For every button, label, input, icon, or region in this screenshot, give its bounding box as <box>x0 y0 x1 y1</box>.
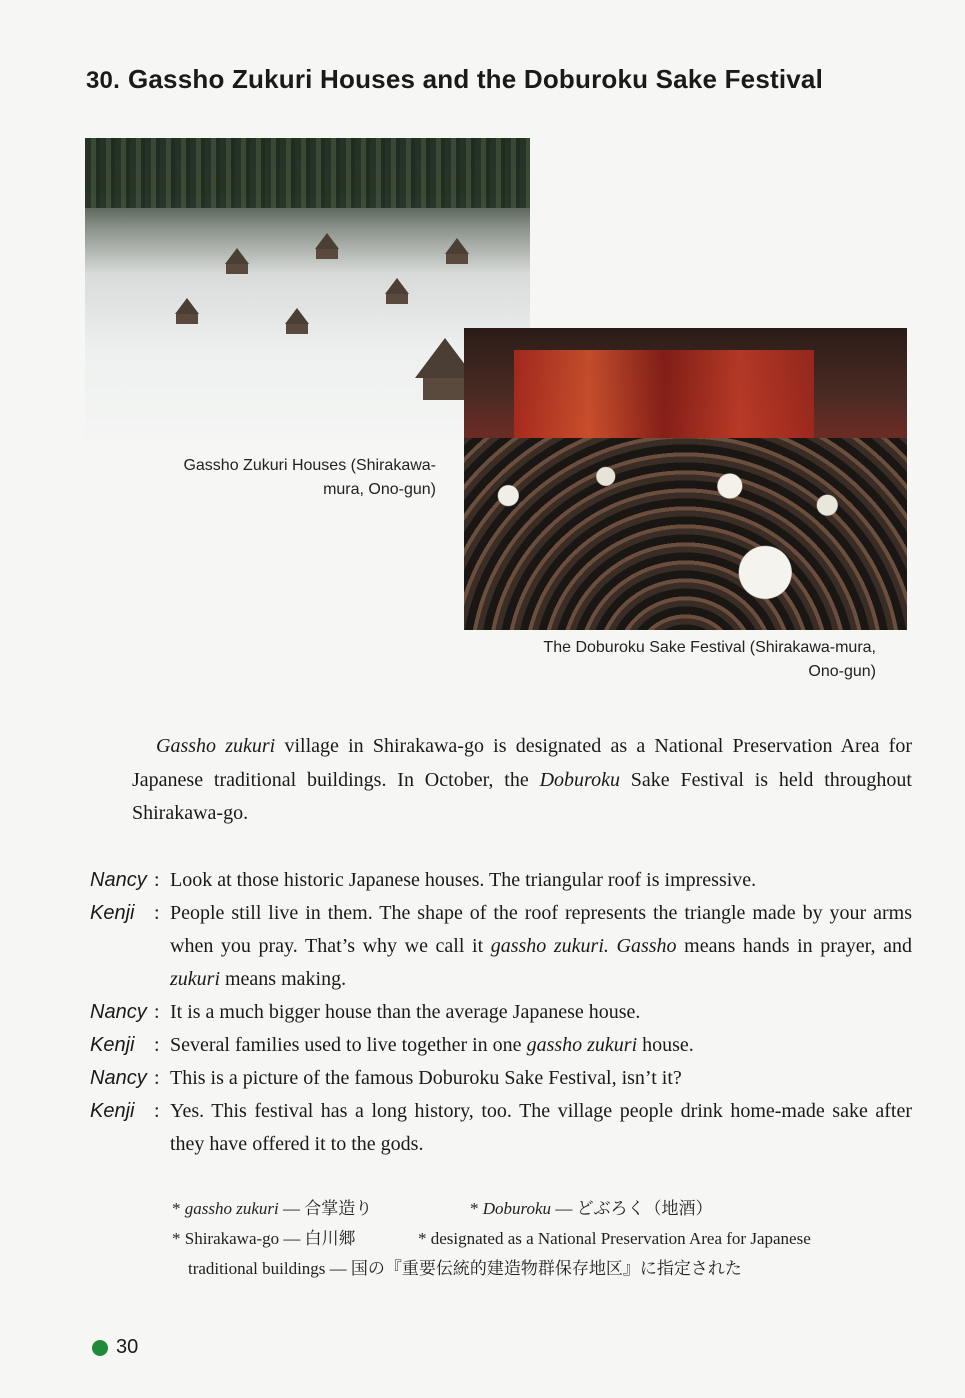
speaker-name: Kenji <box>90 1034 135 1056</box>
speaker-name: Kenji <box>90 1100 135 1122</box>
speaker-name: Nancy <box>90 1067 147 1089</box>
title-text: Gassho Zukuri Houses and the Doburoku Sake Festival <box>127 64 824 94</box>
glossary-item: * Shirakawa-go — 白川郷 <box>172 1229 356 1248</box>
dialogue-line: Nancy : Look at those historic Japanese houses. The triangular roof is impressive. <box>90 864 912 897</box>
photo-caption-festival: The Doburoku Sake Festival (Shirakawa-mura, Ono-gun) <box>543 639 876 680</box>
intro-paragraph: Gassho zukuri village in Shirakawa-go is designated as a National Preservation Area for Japanese traditional buildings. In October, the Doburoku Sake Festival is held throughout Shirakawa-go. <box>132 735 912 824</box>
dialogue-line: Kenji : Several families used to live together in one gassho zukuri house. <box>90 1029 912 1062</box>
speaker-name: Nancy <box>90 1001 147 1023</box>
page-dot-icon <box>92 1340 108 1356</box>
section-number: 30. <box>86 67 120 94</box>
glossary-item: * gassho zukuri — 合掌造り <box>172 1199 373 1218</box>
photo-caption-houses: Gassho Zukuri Houses (Shirakawa- mura, Ono-gun) <box>183 457 436 498</box>
glossary-item: traditional buildings — 国の『重要伝統的建造物群保存地区』に指定された <box>188 1259 742 1278</box>
speaker-name: Kenji <box>90 902 135 924</box>
page-number: 30 <box>92 1336 138 1359</box>
page-title <box>86 64 926 95</box>
glossary-item: * designated as a National Preservation Area for Japanese <box>418 1229 811 1248</box>
dialogue-line: Kenji : People still live in them. The shape of the roof represents the triangle made by your arms when you pray. That’s why we call it gassho zukuri. Gassho means hands in prayer, and zukuri means making. <box>90 897 912 996</box>
glossary-item: * Doburoku — どぶろく（地酒） <box>470 1199 713 1218</box>
dialogue-line: Kenji : Yes. This festival has a long history, too. The village people drink home-made sake after they have offered it to the gods. <box>90 1095 912 1161</box>
photo-doburoku-festival <box>464 328 907 630</box>
dialogue-line: Nancy : It is a much bigger house than the average Japanese house. <box>90 996 912 1029</box>
dialogue-line: Nancy : This is a picture of the famous Doburoku Sake Festival, isn’t it? <box>90 1062 912 1095</box>
speaker-name: Nancy <box>90 869 147 891</box>
